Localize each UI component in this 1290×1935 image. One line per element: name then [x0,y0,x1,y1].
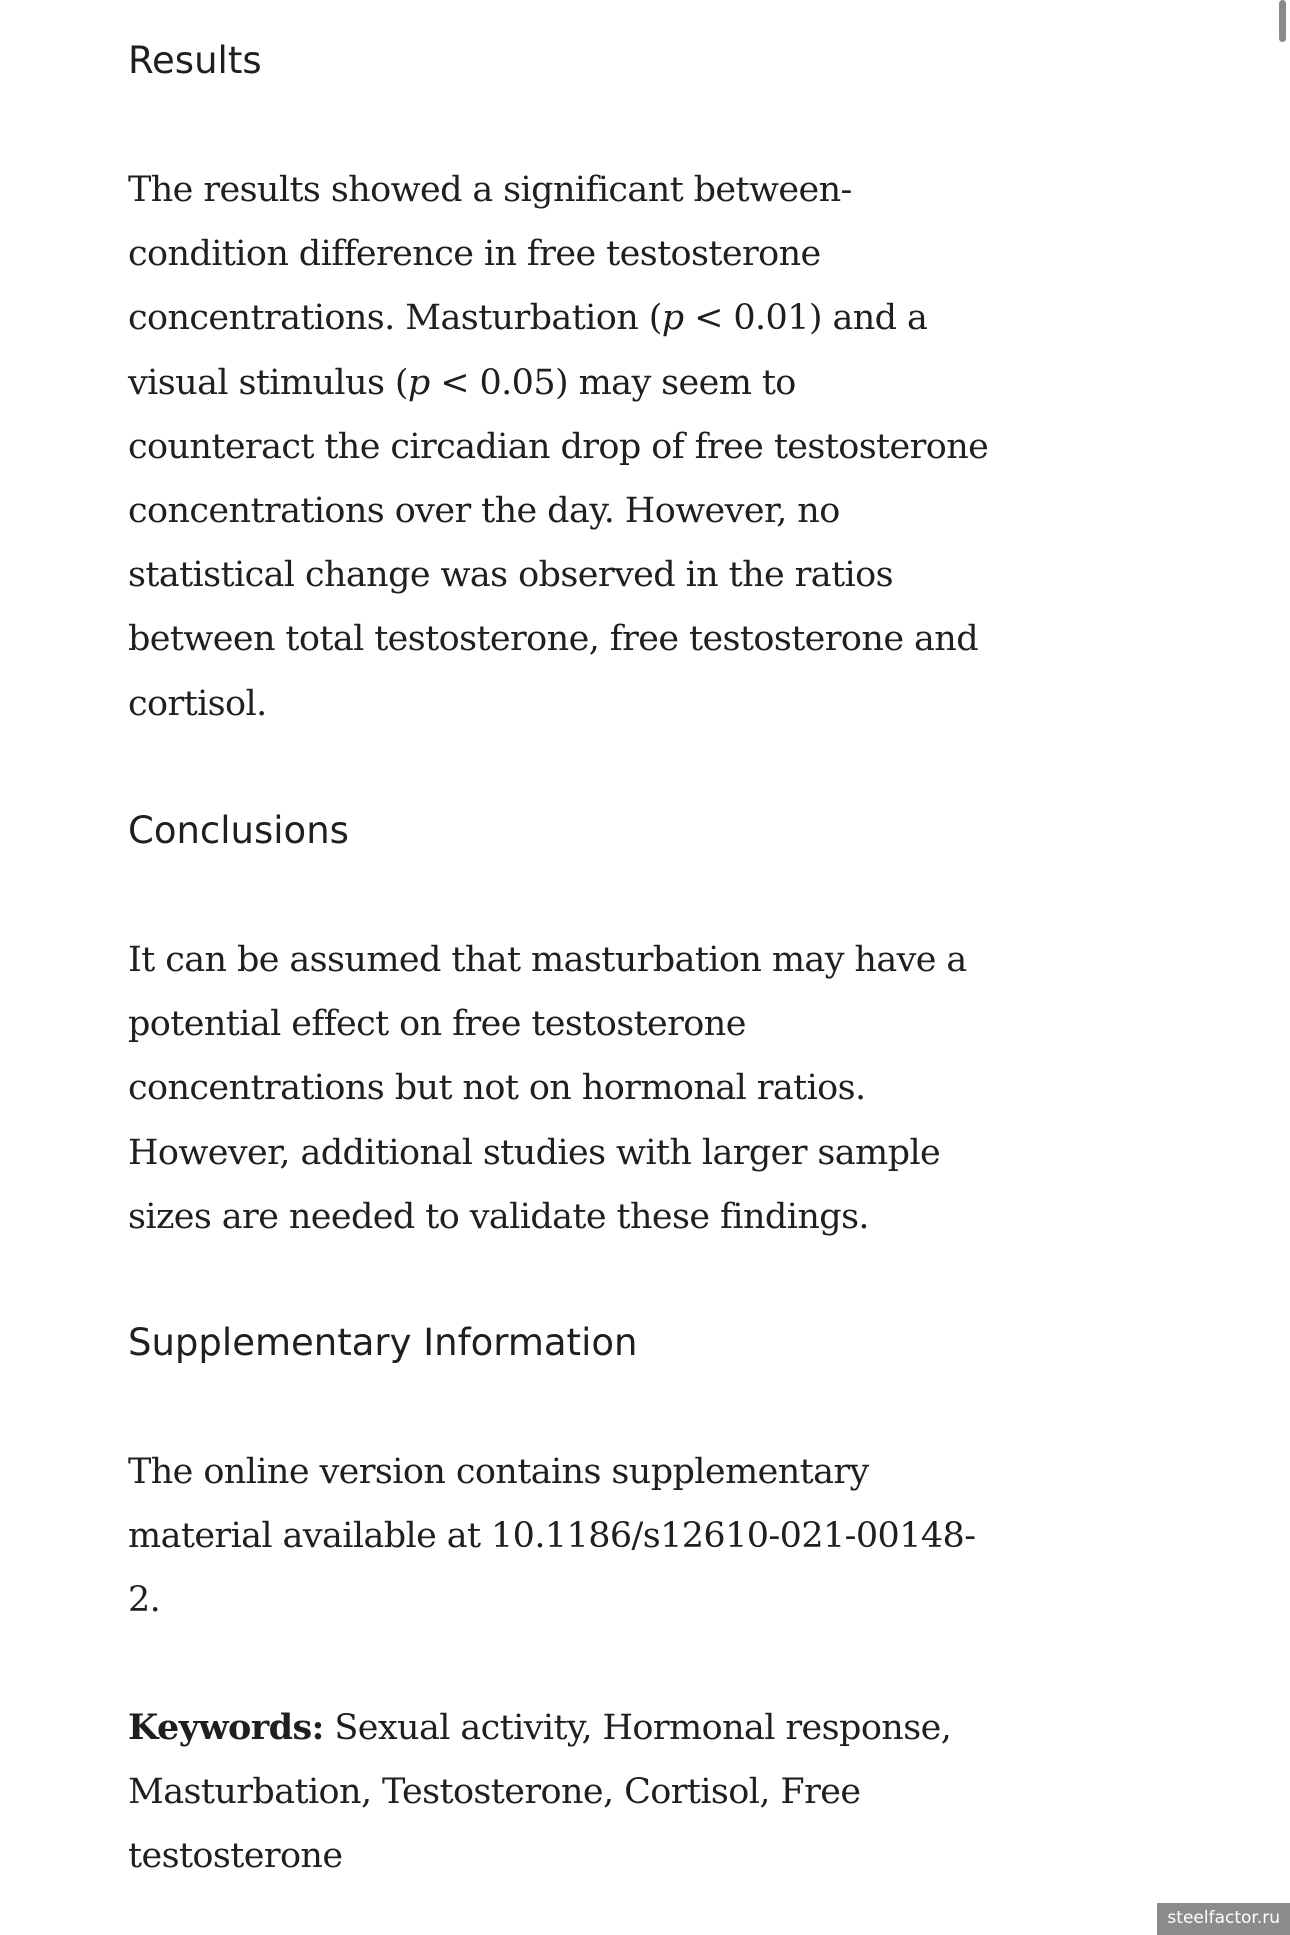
results-line: counteract the circadian drop of free testosterone [128,426,989,467]
results-line: condition difference in free testosterone [128,234,821,275]
supplementary-paragraph [128,1440,975,1633]
conclusions-line: It can be assumed that masturbation may have a [128,940,967,980]
keywords-line: Masturbation, Testosterone, Cortisol, Free [128,1772,861,1813]
results-paragraph [128,158,988,736]
conclusions-line: potential effect on free testosterone [128,1004,746,1045]
p-value-symbol: p [407,362,430,403]
conclusions-line: However, additional studies with larger sample [128,1132,941,1173]
results-line: concentrations over the day. However, no [128,491,840,532]
conclusions-line: sizes are needed to validate these findings. [128,1196,869,1237]
keywords-label: Keywords: [128,1707,324,1748]
keywords-line: testosterone [128,1836,343,1877]
scrollbar-thumb[interactable] [1279,0,1286,42]
supplementary-line: material available at 10.1186/s12610-021-00148- [128,1516,976,1557]
supplementary-heading: Supplementary Information [128,1321,638,1364]
results-line: The results showed a significant between- [128,170,852,210]
conclusions-line: concentrations but not on hormonal ratios. [128,1068,866,1109]
results-line: cortisol. [128,683,267,724]
vertical-scrollbar[interactable] [1276,0,1290,48]
conclusions-heading: Conclusions [128,809,349,852]
results-line: statistical change was observed in the ratios [128,555,893,596]
results-heading: Results [128,39,262,82]
keywords-paragraph [128,1696,951,1889]
keywords-list-part: Sexual activity, Hormonal response, [323,1708,952,1748]
p-value-symbol: p [661,298,684,339]
keywords-line [128,1696,951,1760]
results-line: concentrations. Masturbation (p < 0.01) and a [128,298,928,339]
supplementary-line: 2. [128,1580,161,1621]
results-line: visual stimulus (p < 0.05) may seem to [128,362,796,403]
conclusions-paragraph [128,928,967,1249]
supplementary-line: The online version contains supplementary [128,1452,869,1492]
watermark: steelfactor.ru [1157,1903,1290,1935]
results-line: between total testosterone, free testosterone and [128,619,978,660]
